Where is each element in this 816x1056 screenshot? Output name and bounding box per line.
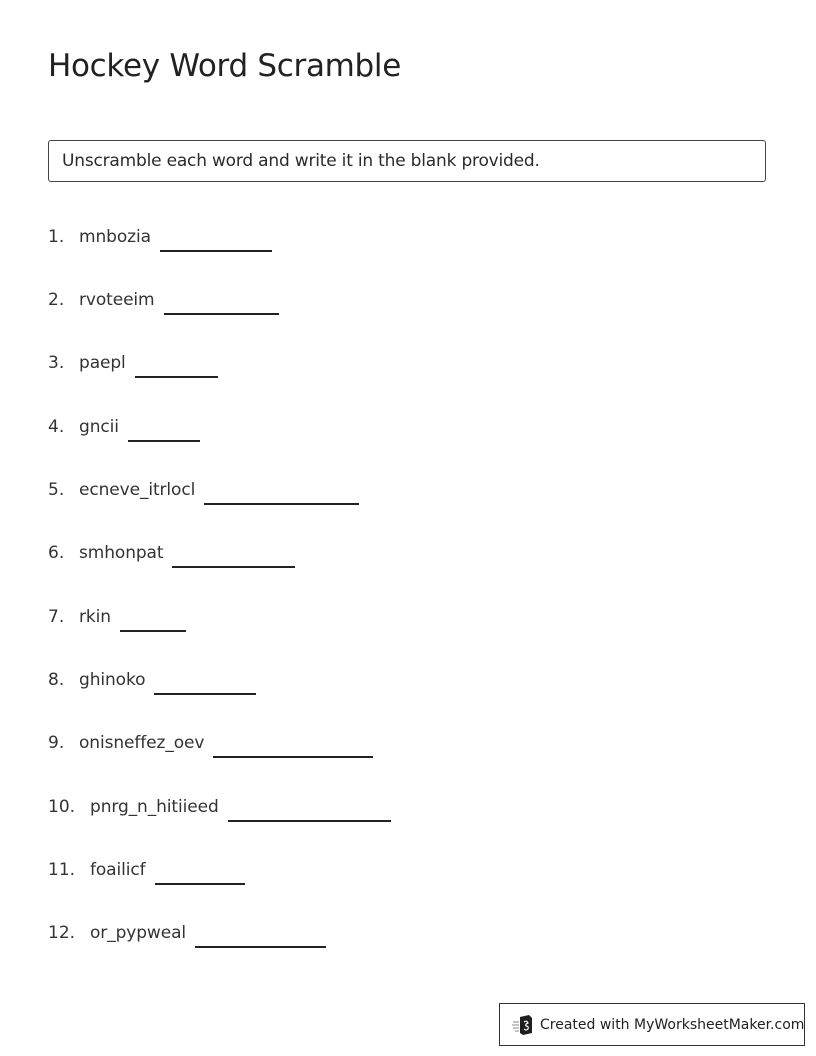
- answer-blank[interactable]: [155, 883, 245, 885]
- item-number: 6.: [48, 543, 65, 563]
- created-with-badge[interactable]: [499, 1003, 805, 1046]
- scrambled-word: mnbozia: [79, 227, 151, 247]
- answer-blank[interactable]: [160, 250, 272, 252]
- item-number: 11.: [48, 860, 76, 880]
- item-number: 3.: [48, 353, 65, 373]
- scramble-item-11: [48, 856, 245, 880]
- answer-blank[interactable]: [120, 630, 186, 632]
- scramble-item-5: [48, 476, 359, 500]
- instructions-text: Unscramble each word and write it in the blank provided.: [62, 151, 540, 171]
- instructions-box: [48, 140, 766, 182]
- item-number: 12.: [48, 923, 76, 943]
- scramble-item-4: [48, 413, 200, 437]
- item-number: 10.: [48, 797, 76, 817]
- scrambled-word: rvoteeim: [79, 290, 155, 310]
- scramble-item-10: [48, 793, 391, 817]
- scrambled-word: or_pypweal: [90, 923, 187, 943]
- scramble-item-6: [48, 539, 295, 563]
- answer-blank[interactable]: [128, 440, 200, 442]
- scramble-item-12: [48, 919, 326, 943]
- item-number: 8.: [48, 670, 65, 690]
- scrambled-word: onisneffez_oev: [79, 733, 205, 753]
- scramble-item-3: [48, 349, 218, 373]
- created-with-label: Created with MyWorksheetMaker.com: [540, 1016, 805, 1033]
- scramble-item-8: [48, 666, 256, 690]
- myworksheetmaker-logo-icon: [512, 1014, 534, 1036]
- scramble-item-9: [48, 729, 373, 753]
- item-number: 2.: [48, 290, 65, 310]
- scrambled-word: pnrg_n_hitiieed: [90, 797, 219, 817]
- item-number: 7.: [48, 607, 65, 627]
- scramble-item-1: [48, 223, 272, 247]
- scrambled-word: foailicf: [90, 860, 146, 880]
- scrambled-word: ghinoko: [79, 670, 146, 690]
- scramble-item-2: [48, 286, 279, 310]
- answer-blank[interactable]: [228, 820, 391, 822]
- answer-blank[interactable]: [213, 756, 373, 758]
- scrambled-word: paepl: [79, 353, 126, 373]
- scrambled-word: ecneve_itrlocl: [79, 480, 196, 500]
- answer-blank[interactable]: [172, 566, 295, 568]
- scrambled-word: gncii: [79, 417, 119, 437]
- item-number: 4.: [48, 417, 65, 437]
- scrambled-word: rkin: [79, 607, 111, 627]
- answer-blank[interactable]: [154, 693, 256, 695]
- item-number: 5.: [48, 480, 65, 500]
- item-number: 1.: [48, 227, 65, 247]
- item-number: 9.: [48, 733, 65, 753]
- answer-blank[interactable]: [204, 503, 359, 505]
- answer-blank[interactable]: [135, 376, 218, 378]
- answer-blank[interactable]: [164, 313, 279, 315]
- answer-blank[interactable]: [195, 946, 326, 948]
- scrambled-word: smhonpat: [79, 543, 164, 563]
- scramble-item-7: [48, 603, 186, 627]
- page-title: Hockey Word Scramble: [48, 48, 401, 84]
